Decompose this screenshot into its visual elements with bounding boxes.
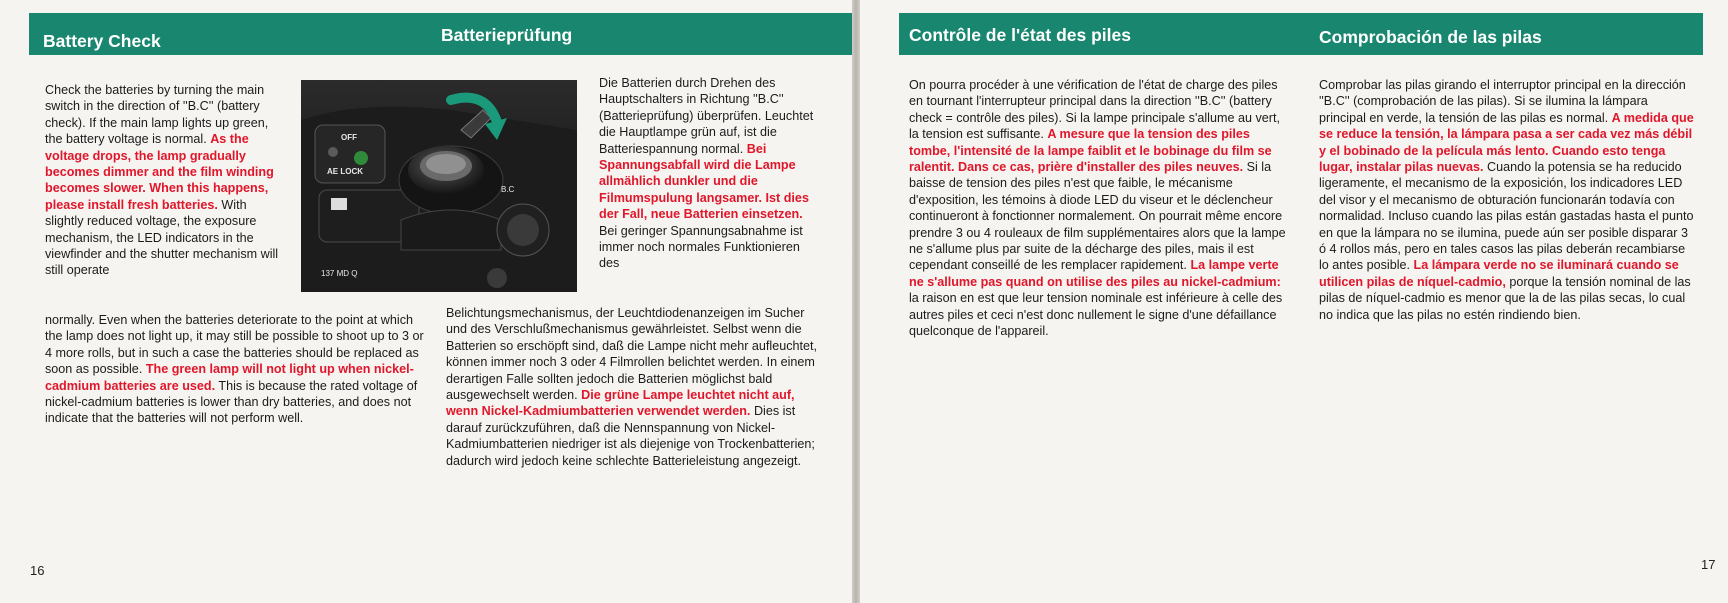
german-warning-voltage: Bei Spannungsabfall wird die Lampe allmählich dunkler und die Filmumspulung langsamer. Ist dies der Fall, neue Batterien einsetzen. [599, 141, 809, 222]
photo-label-off: OFF [341, 133, 357, 142]
right-page [860, 0, 1728, 603]
english-nicad-explanation: This is because the rated voltage of nickel-cadmium batteries is lower than dry batteries, and does not indicate that the batteries will not perform well. [45, 378, 418, 426]
page-number-left: 16 [30, 563, 45, 578]
spanish-normal-operation: Cuando la potensia se ha reducido ligeramente, el mecanismo de la exposición, los indicadores LED del visor y el mecanismo de obturación funcionarán todavía con normalidad. Incluso cuando las pilas están gastadas hasta el punto en que la lámpara no se ilumina, puede aún ser posible disparar 3 ó 4 rollos más, pero en tales casos las pilas deberán recambiarse lo antes posible. [1319, 160, 1694, 273]
german-paragraph-2 [446, 305, 824, 469]
english-continuation: With slightly reduced voltage, the exposure mechanism, the LED indicators in the viewfinder and the shutter mechanism will still operate [45, 197, 279, 278]
english-paragraph-2 [45, 312, 430, 427]
spanish-nicad-explanation: porque la tensión nominal de las pilas de níquel-cadmio es menor que la de las pilas secas, lo cual no indica que las pilas no estén rindiendo bien. [1319, 274, 1691, 322]
french-warning-nicad: La lampe verte ne s'allume pas quand on utilise des piles au nickel-cadmium: [909, 258, 1281, 289]
title-german: Batterieprüfung [441, 25, 573, 45]
english-warning-nicad: The green lamp will not light up when nickel-cadmium batteries are used. [45, 362, 414, 393]
book-gutter [852, 0, 860, 603]
camera-battery-check-photo [301, 80, 577, 292]
english-normal-operation: normally. Even when the batteries deteriorate to the point at which the lamp does not light up, it may still be possible to shoot up to 3 or 4 more rolls, but in such a case the batteries should be replaced as soon as possible. [45, 313, 424, 377]
german-warning-nicad: Die grüne Lampe leuchtet nicht auf, wenn Nickel-Kadmiumbatterien verwendet werden. [446, 388, 795, 419]
page-number-right: 17 [1701, 557, 1716, 572]
german-continuation: Bei geringer Spannungsabnahme ist immer noch normales Funktionieren des [599, 223, 803, 271]
spanish-column [1319, 77, 1697, 323]
title-spanish: Comprobación de las pilas [1319, 27, 1542, 47]
german-normal-operation: Belichtungsmechanismus, der Leuchtdiodenanzeigen im Sucher und des Verschlußmechanismus gewährleistet. Selbst wenn die Batterien so erschöpft sind, daß die Lampe nicht mehr aufleuchtet, können immer noch 3 oder 4 Filmrollen belichtet werden. In einem derartigen Falle sollten jedoch die Batterien möglichst bald ausgewechselt werden. [446, 306, 818, 403]
english-warning-voltage: As the voltage drops, the lamp gradually becomes dimmer and the film winding becomes slower. When this happens, please install fresh batteries. [45, 132, 274, 212]
french-warning-voltage: A mesure que la tension des piles tombe, l'intensité de la lampe faiblit et le bobinage du film se ralentit. Dans ce cas, prière d'installer des piles neuves. [909, 127, 1272, 175]
spanish-warning-nicad: La lámpara verde no se iluminará cuando se utilicen pilas de níquel-cadmio, [1319, 258, 1679, 289]
french-intro: On pourra procéder à une vérification de l'état de charge des piles en tournant l'interrupteur principal dans la direction ''B.C'' (battery check = contrôle des piles). Si la lampe principale s'allume au vert, la tension est suffisante. [909, 78, 1280, 142]
english-intro: Check the batteries by turning the main switch in the direction of ''B.C'' (battery check). If the main lamp lights up green, the battery voltage is normal. [45, 83, 269, 147]
spanish-intro: Comprobar las pilas girando el interruptor principal en la dirección ''B.C'' (comprobación de las pilas). Si se ilumina la lámpara principal en verde, la tensión de las pilas es normal. [1319, 78, 1686, 125]
title-french: Contrôle de l'état des piles [909, 25, 1131, 45]
green-lamp-icon [354, 151, 368, 165]
french-column [909, 77, 1293, 340]
french-nicad-explanation: la raison en est que leur tension nominale est inférieure à celle des autres piles et ceci n'est donc nullement le signe d'une défaillance quelconque de l'appareil. [909, 291, 1283, 339]
photo-label-model: 137 MD Q [321, 269, 358, 278]
photo-label-bc: B.C [501, 185, 515, 194]
left-page [0, 0, 852, 603]
german-paragraph-1 [599, 75, 821, 272]
title-english: Battery Check [43, 31, 161, 51]
spanish-warning-voltage: A medida que se reduce la tensión, la lámpara pasa a ser cada vez más débil y el bobinado de la película más lento. Cuando esto tenga lugar, instalar pilas nuevas. [1319, 110, 1694, 175]
german-intro: Die Batterien durch Drehen des Hauptschalters in Richtung ''B.C'' (Batterieprüfung) überprüfen. Leuchtet die Hauptlampe grün auf, ist die Batteriespannung normal. [599, 76, 814, 156]
photo-label-ae-lock: AE LOCK [327, 167, 363, 176]
english-paragraph-1 [45, 82, 280, 279]
camera-top-plate-illustration [301, 80, 577, 292]
french-normal-operation: Si la baisse de tension des piles n'est que faible, le mécanisme d'exposition, les témoins à diode LED du viseur et le déclencheur continueront à fonctionner normalement. On pourrait même encore prendre 3 ou 4 rouleaux de film supplémentaires alors que la lampe ne s'allume plus par suite de la décharge des piles, mais il est cependant conseillé de les remplacer rapidement. [909, 160, 1286, 273]
german-nicad-explanation: Dies ist darauf zurückzuführen, daß die Nennspannung von Nickel-Kadmiumbatterien niedriger ist als diejenige von Trockenbatterien; dadurch wird jedoch keine schlechte Batterieleistung angezeigt. [446, 404, 815, 468]
